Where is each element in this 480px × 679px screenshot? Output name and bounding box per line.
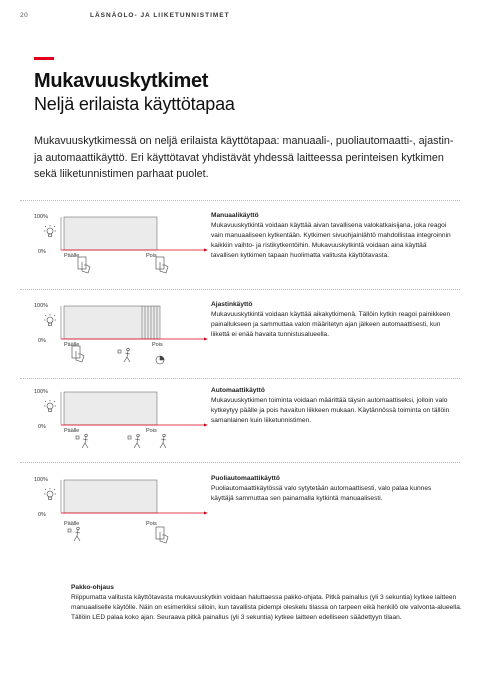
hand-press-icon: [72, 346, 84, 362]
mode-automatic-description: [211, 386, 451, 426]
mode-text: Mukavuuskytkintä voidaan käyttää aivan tavallisena valokatkaisijana, joka reagoi vain manuaaliseen kytkentään. Kytkimen sivuohjainlähtö mahdollistaa integroinnin kaikkiin vaihto- ja ristikytkentöihin. Mukavuuskytkintä voidaan aina käyttää tavallisen kytkimen tapaan huolimatta valitusta käyttötavasta.: [211, 222, 451, 260]
bulb-icon: [44, 314, 56, 326]
on-label: Päälle: [64, 428, 80, 434]
on-label: Päälle: [64, 521, 80, 527]
hand-press-icon: [78, 257, 90, 273]
off-label: Pois: [146, 521, 157, 527]
footer-title: Pakko-ohjaus: [71, 584, 114, 591]
light-on-area: [64, 392, 157, 425]
page-number: 20: [20, 12, 29, 19]
divider: [20, 378, 460, 380]
hand-press-icon: [156, 527, 168, 543]
section-header: LÄSNÄOLO- JA LIIKETUNNISTIMET: [90, 12, 230, 19]
mode-text: Mukavuuskytkintä voidaan käyttää aikakytkimenä. Tällöin kytkin reagoi painikkeen painallukseen ja sammuttaa valon määritetyn ajan jälkeen automaattisesti, kun liikettä ei enää havaita tunnistusalueella.: [211, 311, 451, 339]
mode-title: Automaattikäyttö: [211, 387, 265, 394]
off-label: Pois: [146, 253, 157, 259]
diagram-automatic: [34, 384, 208, 458]
mode-title: Manuaalikäyttö: [211, 212, 259, 219]
mode-manual-description: [211, 211, 451, 261]
on-label: Päälle: [64, 253, 80, 259]
divider: [20, 200, 460, 202]
person-walking-icon: [68, 527, 80, 541]
axis-top-label: 100%: [34, 303, 49, 309]
on-label: Päälle: [64, 342, 80, 348]
diagram-manual: [34, 209, 208, 283]
person-walking-icon: [76, 434, 88, 448]
mode-semi-automatic-description: [211, 474, 451, 504]
person-walking-icon: [128, 434, 140, 448]
footer-text: Riippumatta valitusta käyttötavasta mukavuuskytkin voidaan haluttaessa pakko-ohjata. Pitkä painallus (yli 3 sekuntia) kytkee laitteen manuaaliselle käytölle. Näin on esimerkiksi silloin, kun tavallista pidempi oleskelu tilassa on tarpeen eikä henkilö ole valvonta-alueella. Tällöin LED palaa koko ajan. Seuraava pitkä painallus (yli 3 sekuntia) kytkee laitteen edelliseen säädettyyn tilaan.: [71, 594, 462, 622]
light-on-area: [64, 217, 157, 250]
page-subtitle: Neljä erilaista käyttötapaa: [34, 94, 235, 114]
mode-title: Puoliautomaattikäyttö: [211, 475, 280, 482]
divider: [20, 462, 460, 464]
off-label: Pois: [146, 428, 157, 434]
diagram-semi-automatic: [34, 472, 208, 546]
divider: [20, 289, 460, 291]
mode-text: Mukavuuskytkimen toiminta voidaan määrittää täysin automaattiseksi, jolloin valo kytkeytyy päälle ja pois havaitun liikkeen mukaan. Käytännössä toiminta on tällöin samanlainen kuin liiketunnistimen.: [211, 397, 450, 425]
mode-title: Ajastinkäyttö: [211, 301, 253, 308]
mode-timer-description: [211, 300, 451, 340]
off-label: Pois: [152, 342, 163, 348]
bulb-icon: [44, 225, 56, 237]
diagram-timer: [34, 298, 208, 372]
axis-bottom-label: 0%: [38, 338, 46, 344]
axis-bottom-label: 0%: [38, 249, 46, 255]
mode-text: Puoliautomaattikäytössä valo sytytetään automaattisesti, valo palaa kunnes käyttäjä sammuttaa sen painamalla kytkintä manuaalisesti.: [211, 485, 432, 503]
axis-bottom-label: 0%: [38, 512, 46, 518]
person-walking-icon: [118, 348, 130, 362]
axis-top-label: 100%: [34, 389, 49, 395]
timer-icon: [156, 356, 164, 364]
page-title: Mukavuuskytkimet: [34, 70, 209, 92]
hand-press-icon: [156, 257, 168, 273]
axis-bottom-label: 0%: [38, 424, 46, 430]
bulb-icon: [44, 488, 56, 500]
bulb-icon: [44, 400, 56, 412]
light-on-area: [64, 306, 160, 339]
accent-bar: [34, 57, 54, 60]
intro-paragraph: Mukavuuskytkimessä on neljä erilaista käyttötapaa: manuaali-, puoliautomaatti-, ajastin- ja automaattikäyttö. Eri käyttötavat yhdistävät yhdessä laitteessa perinteisen kytkimen sekä liiketunnistimen parhaat puolet.: [34, 135, 454, 180]
forced-control-section: [71, 583, 466, 623]
axis-top-label: 100%: [34, 214, 49, 220]
person-walking-icon: [160, 434, 166, 448]
axis-top-label: 100%: [34, 477, 49, 483]
light-on-area: [64, 480, 157, 513]
